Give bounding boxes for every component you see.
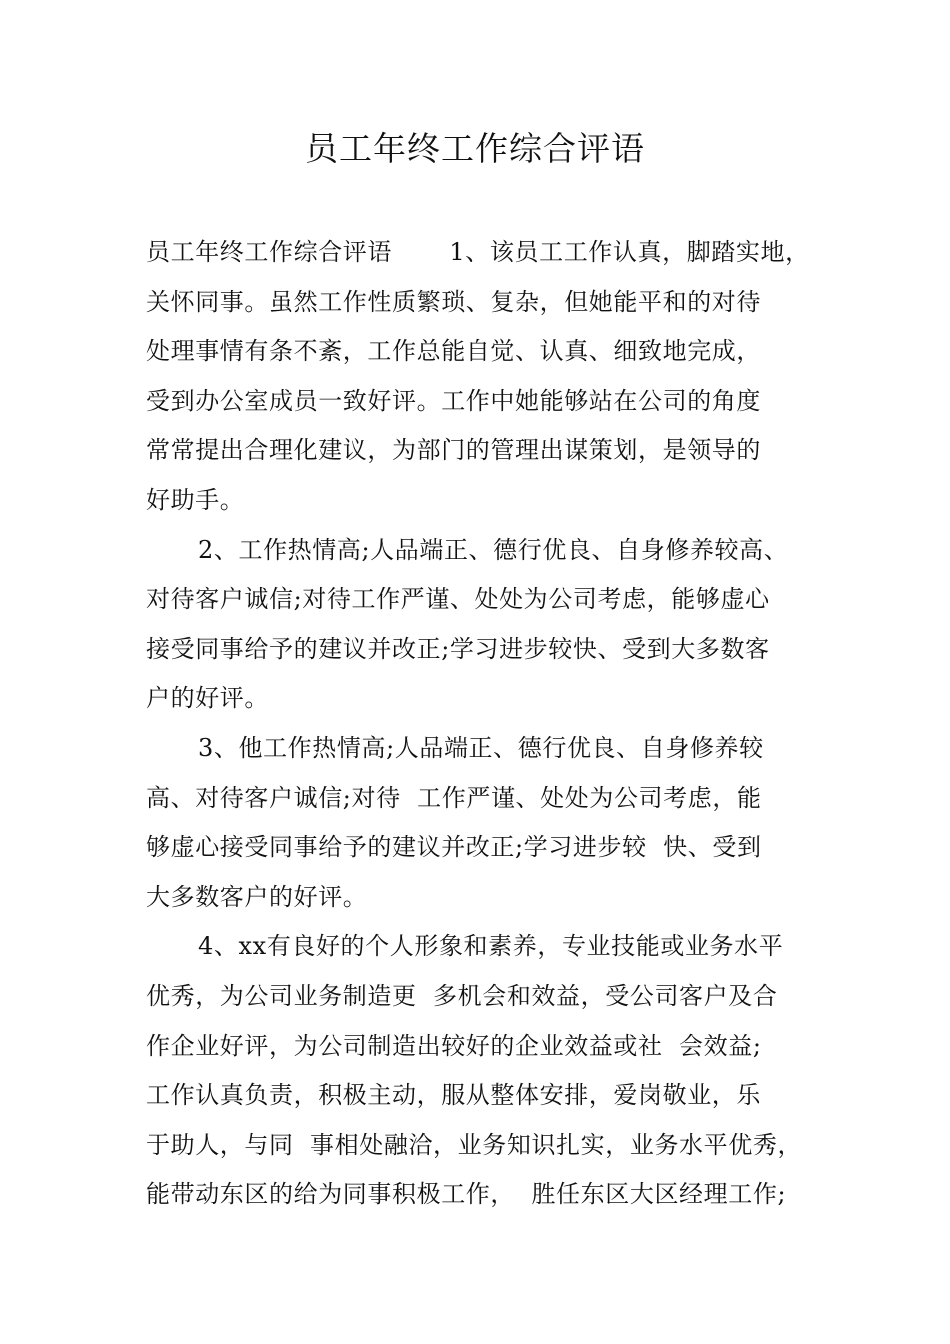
body-line: 受到办公室成员一致好评。工作中她能够站在公司的角度 [146, 386, 761, 415]
body-line: 能带动东区的给为同事积极工作， 胜任东区大区经理工作; [146, 1180, 787, 1209]
body-line: 4、xx有良好的个人形象和素养，专业技能或业务水平 [198, 932, 784, 961]
body-line: 高、对待客户诚信;对待 工作严谨、处处为公司考虑，能 [146, 783, 762, 812]
body-line: 常常提出合理化建议，为部门的管理出谋策划，是领导的 [146, 436, 761, 465]
body-line: 于助人，与同 事相处融洽，业务知识扎实，业务水平优秀， [146, 1130, 803, 1159]
body-line: 够虚心接受同事给予的建议并改正;学习进步较 快、受到 [146, 833, 762, 862]
body-line: 2、工作热情高;人品端正、德行优良、自身修养较高、 [198, 535, 789, 564]
body-line: 接受同事给予的建议并改正;学习进步较快、受到大多数客 [146, 634, 770, 663]
body-line: 员工年终工作综合评语 1、该员工工作认真，脚踏实地， [146, 238, 810, 266]
body-line: 户的好评。 [146, 684, 269, 713]
body-line: 好助手。 [146, 485, 245, 514]
body-line: 3、他工作热情高;人品端正、德行优良、自身修养较 [198, 733, 764, 762]
document-body [146, 228, 836, 1220]
body-line: 工作认真负责，积极主动，服从整体安排，爱岗敬业，乐 [146, 1081, 761, 1110]
body-line: 作企业好评，为公司制造出较好的企业效益或社 会效益; [146, 1031, 762, 1060]
body-line: 大多数客户的好评。 [146, 882, 368, 911]
body-line: 对待客户诚信;对待工作严谨、处处为公司考虑，能够虚心 [146, 585, 770, 614]
body-line: 处理事情有条不紊，工作总能自觉、认真、细致地完成， [146, 337, 761, 366]
document-title: 员工年终工作综合评语 [305, 129, 645, 168]
body-line: 关怀同事。虽然工作性质繁琐、复杂，但她能平和的对待 [146, 287, 761, 316]
body-line: 优秀，为公司业务制造更 多机会和效益，受公司客户及合 [146, 981, 778, 1010]
